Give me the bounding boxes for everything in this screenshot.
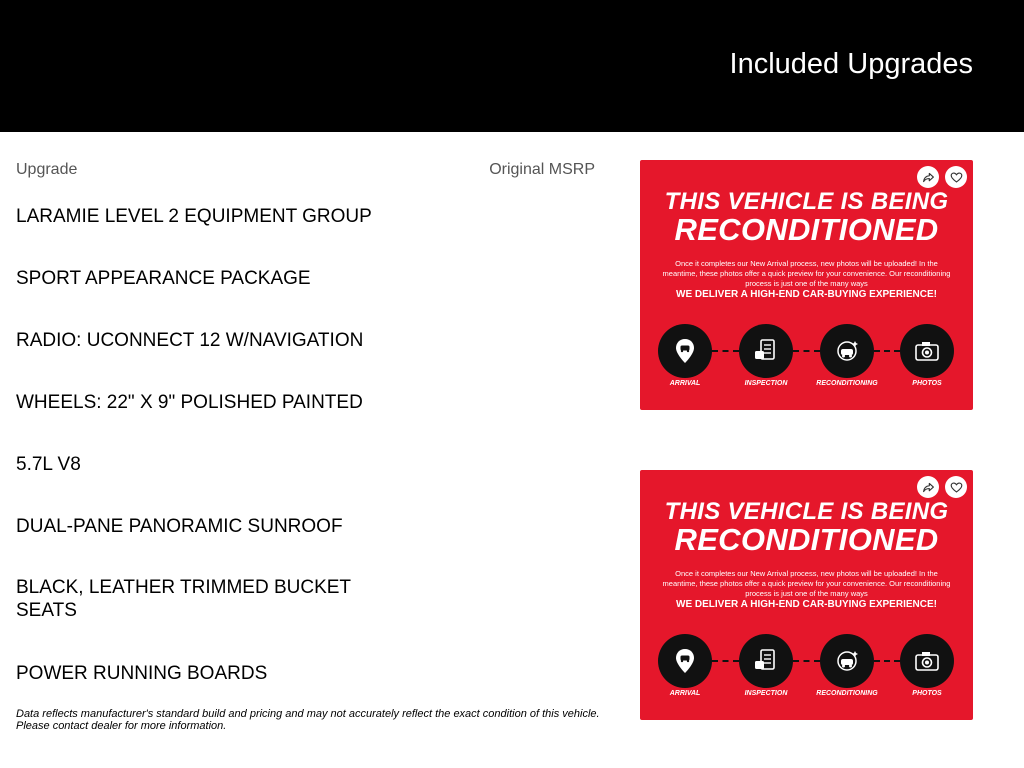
step-photos xyxy=(900,634,954,704)
upgrade-name: DUAL-PANE PANORAMIC SUNROOF xyxy=(16,516,343,537)
step-label: INSPECTION xyxy=(744,690,788,697)
step-label: ARRIVAL xyxy=(669,380,701,387)
clipboard-icon xyxy=(739,324,793,378)
header-bar xyxy=(0,0,1024,132)
column-header-msrp: Original MSRP xyxy=(489,161,595,178)
reconditioning-image-1[interactable] xyxy=(640,160,973,410)
share-icon[interactable] xyxy=(917,476,939,498)
step-connector xyxy=(874,660,900,662)
promo-headline-large: RECONDITIONED xyxy=(674,212,939,247)
step-label: PHOTOS xyxy=(912,690,942,697)
step-label: PHOTOS xyxy=(912,380,942,387)
process-steps xyxy=(658,634,954,704)
step-reconditioning xyxy=(816,324,878,394)
step-connector xyxy=(874,350,900,352)
car-sparkle-icon xyxy=(820,634,874,688)
heart-icon[interactable] xyxy=(945,476,967,498)
promo-headline-large: RECONDITIONED xyxy=(674,522,939,557)
column-header-upgrade: Upgrade xyxy=(16,161,78,178)
promo-headline: THIS VEHICLE IS BEING xyxy=(664,188,949,215)
clipboard-icon xyxy=(739,634,793,688)
upgrade-name: BLACK, LEATHER TRIMMED BUCKET SEATS xyxy=(16,577,351,621)
promo-tagline: WE DELIVER A HIGH-END CAR-BUYING EXPERIENCE! xyxy=(676,289,937,300)
process-steps xyxy=(658,324,954,394)
step-arrival xyxy=(658,634,712,704)
step-connector xyxy=(712,660,739,662)
step-inspection xyxy=(739,634,793,704)
heart-icon[interactable] xyxy=(945,166,967,188)
step-connector xyxy=(793,350,820,352)
step-inspection xyxy=(739,324,793,394)
upgrade-name: LARAMIE LEVEL 2 EQUIPMENT GROUP xyxy=(16,206,372,227)
step-label: INSPECTION xyxy=(744,380,788,387)
promo-headline: THIS VEHICLE IS BEING xyxy=(664,498,949,525)
disclaimer-text: Data reflects manufacturer's standard build and pricing and may not accurately reflect the exact condition of this vehicle. Please contact dealer for more information. xyxy=(16,708,600,732)
step-connector xyxy=(712,350,739,352)
step-photos xyxy=(900,324,954,394)
step-label: RECONDITIONING xyxy=(816,380,878,387)
page-title: Included Upgrades xyxy=(729,48,973,80)
camera-icon xyxy=(900,634,954,688)
step-label: RECONDITIONING xyxy=(816,690,878,697)
car-sparkle-icon xyxy=(820,324,874,378)
promo-body-text: Once it completes our New Arrival process, new photos will be uploaded! In the meantime, these photos offer a quick preview for your convenience. Our reconditioning process is just one of the many ways xyxy=(662,259,951,288)
upgrade-name: RADIO: UCONNECT 12 W/NAVIGATION xyxy=(16,330,364,351)
map-pin-icon xyxy=(658,634,712,688)
camera-icon xyxy=(900,324,954,378)
step-label: ARRIVAL xyxy=(669,690,701,697)
step-reconditioning xyxy=(816,634,878,704)
upgrade-name: WHEELS: 22" X 9" POLISHED PAINTED xyxy=(16,392,363,413)
promo-body-text: Once it completes our New Arrival process, new photos will be uploaded! In the meantime, these photos offer a quick preview for your convenience. Our reconditioning process is just one of the many ways xyxy=(662,569,951,598)
map-pin-icon xyxy=(658,324,712,378)
promo-tagline: WE DELIVER A HIGH-END CAR-BUYING EXPERIENCE! xyxy=(676,599,937,610)
upgrade-name: SPORT APPEARANCE PACKAGE xyxy=(16,268,311,289)
reconditioning-image-2[interactable] xyxy=(640,470,973,720)
upgrade-name: POWER RUNNING BOARDS xyxy=(16,663,268,684)
step-connector xyxy=(793,660,820,662)
upgrade-name: 5.7L V8 xyxy=(16,454,81,475)
step-arrival xyxy=(658,324,712,394)
share-icon[interactable] xyxy=(917,166,939,188)
